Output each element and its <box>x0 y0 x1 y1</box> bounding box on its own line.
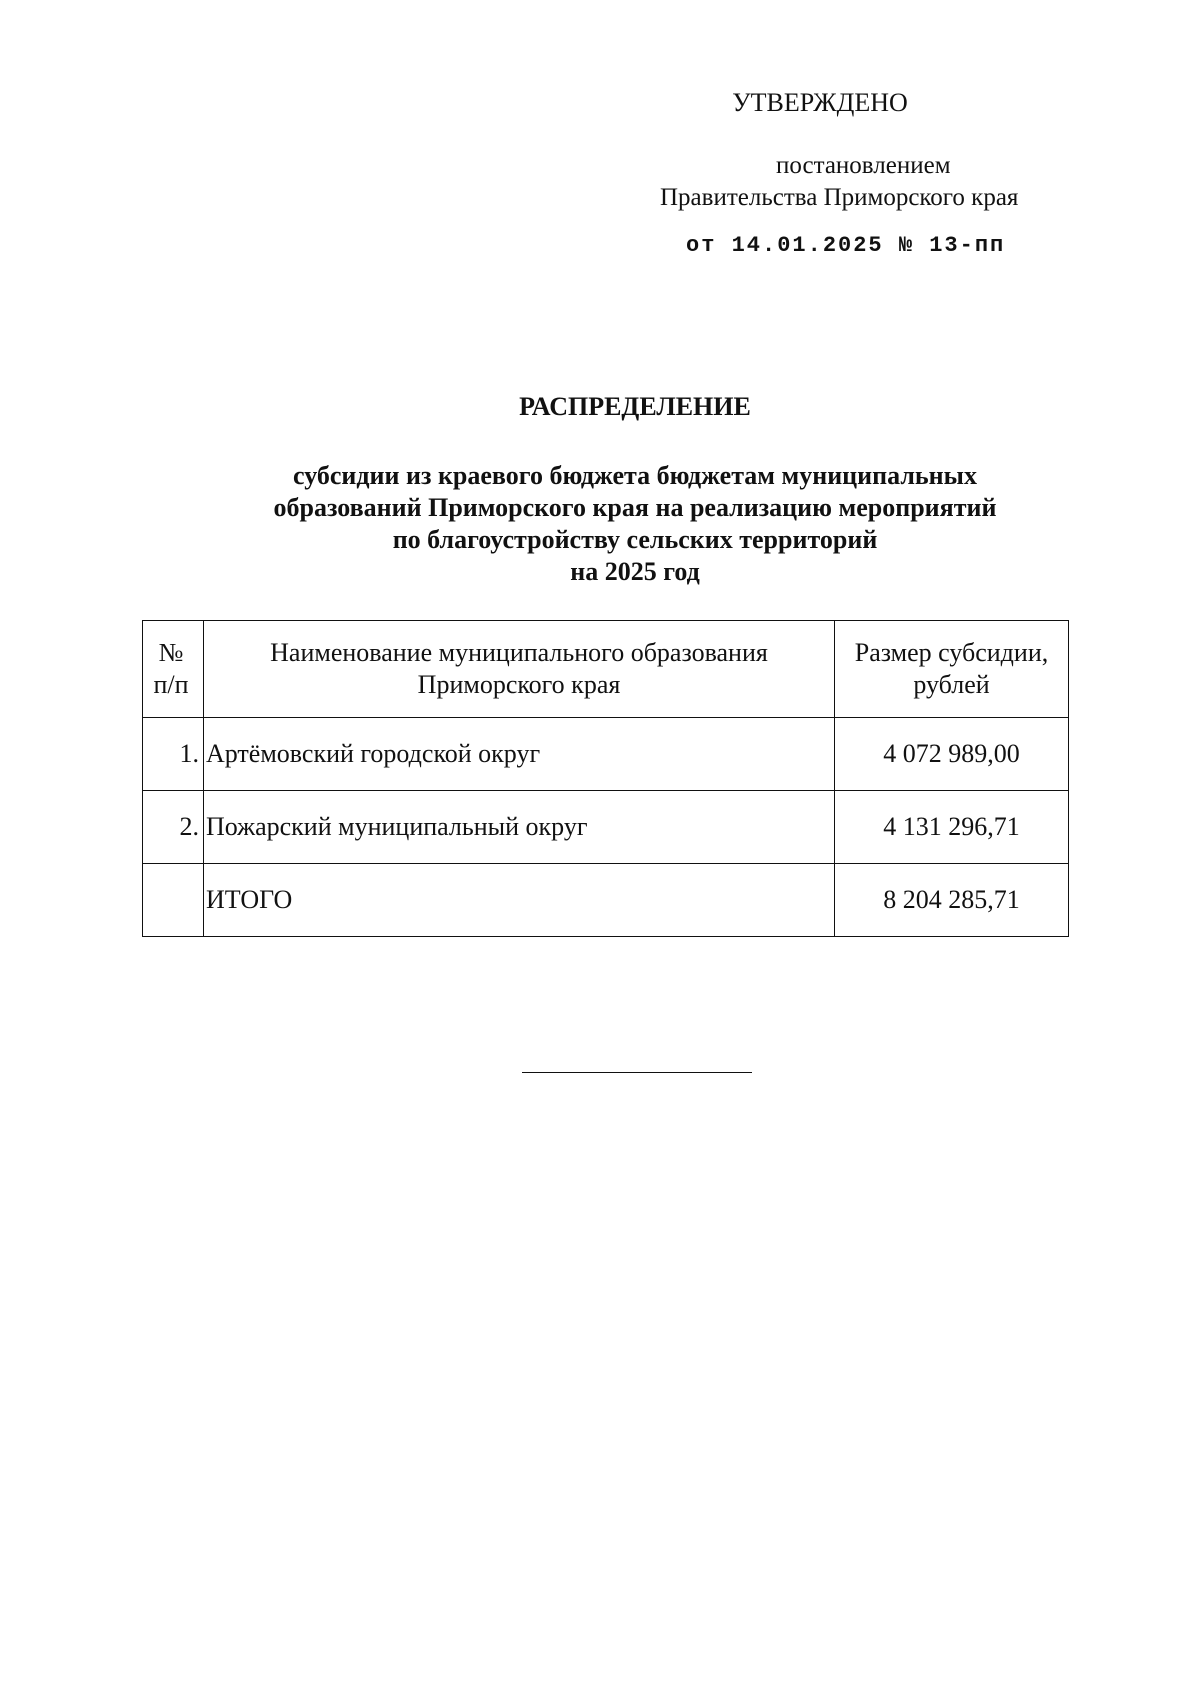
header-name-line-2: Приморского края <box>417 670 621 699</box>
header-num-line-2: п/п <box>153 670 189 699</box>
row-municipality-name: Артёмовский городской округ <box>204 718 835 791</box>
document-subtitle <box>0 460 1200 588</box>
header-amount-line-2: рублей <box>913 670 990 699</box>
document-title: РАСПРЕДЕЛЕНИЕ <box>519 392 751 421</box>
total-amount: 8 204 285,71 <box>835 864 1069 937</box>
decree-reference <box>650 150 1080 214</box>
subtitle-line: на 2025 год <box>570 557 700 586</box>
table-total-row <box>143 864 1069 937</box>
header-name <box>204 621 835 718</box>
row-amount: 4 072 989,00 <box>835 718 1069 791</box>
end-of-document-line <box>522 1072 752 1073</box>
decree-date-number-stamp: от 14.01.2025 № 13-пп <box>686 233 1006 258</box>
subtitle-line: субсидии из краевого бюджета бюджетам муниципальных <box>293 461 977 490</box>
row-num: 2. <box>143 791 204 864</box>
decree-line-1: постановлением <box>776 152 951 179</box>
header-num-line-1: № <box>158 638 184 667</box>
row-num: 1. <box>143 718 204 791</box>
subtitle-line: по благоустройству сельских территорий <box>392 525 878 554</box>
row-amount: 4 131 296,71 <box>835 791 1069 864</box>
decree-line-2: Правительства Приморского края <box>660 184 1019 211</box>
total-label: ИТОГО <box>204 864 835 937</box>
header-name-line-1: Наименование муниципального образования <box>270 638 768 667</box>
table-row <box>143 718 1069 791</box>
row-municipality-name: Пожарский муниципальный округ <box>204 791 835 864</box>
header-amount <box>835 621 1069 718</box>
table-row <box>143 791 1069 864</box>
header-num <box>143 621 204 718</box>
table-header-row <box>143 621 1069 718</box>
total-num <box>143 864 204 937</box>
subtitle-line: образований Приморского края на реализацию мероприятий <box>273 493 997 522</box>
subsidy-allocation-table <box>142 620 1069 937</box>
header-amount-line-1: Размер субсидии, <box>854 638 1049 667</box>
approved-label: УТВЕРЖДЕНО <box>732 88 908 117</box>
